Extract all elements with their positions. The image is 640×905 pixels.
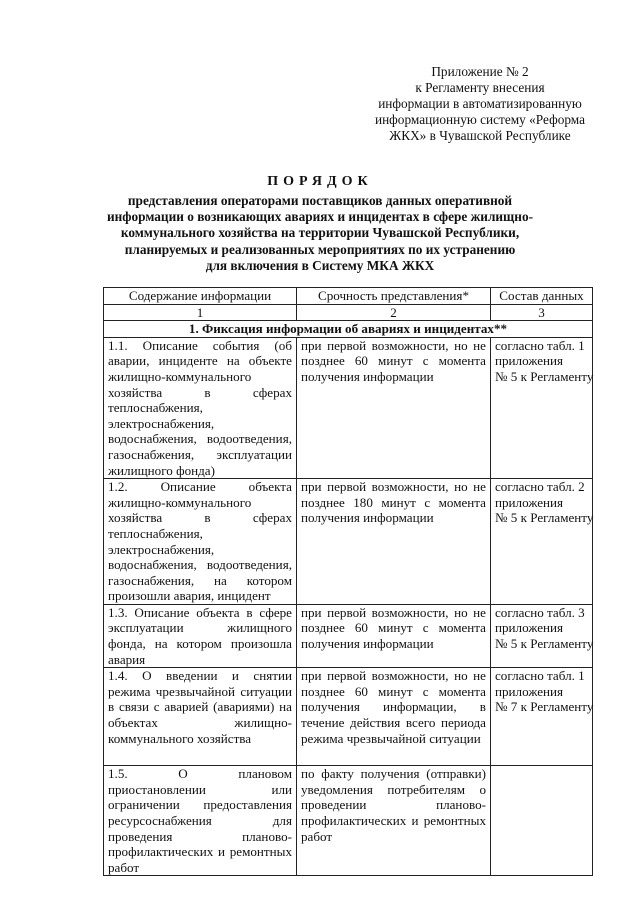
data-line: приложения: [495, 494, 564, 510]
column-number: 1: [104, 304, 297, 321]
data-line: согласно табл. 1: [495, 668, 585, 684]
urgency-cell: по факту получения (отправки) уведомления потребителям о проведении планово-профилактических и ремонтных работ: [297, 766, 491, 876]
urgency-cell: при первой возможности, но не позднее 60 минут с момента получения информации, в течение действия всего периода режима чрезвычайной ситуации: [297, 668, 491, 766]
column-header: Срочность представления*: [297, 288, 491, 305]
content-cell: 1.1. Описание события (об аварии, инциденте на объекте жилищно-коммунального хозяйства в сферах теплоснабжения, электроснабжения, водоснабжения, водоотведения, газоснабжения, эксплуатации жилищного фонда): [104, 337, 297, 478]
column-number-row: [104, 304, 593, 321]
data-line: согласно табл. 1: [495, 337, 585, 353]
subtitle-line: планируемых и реализованных мероприятиях по их устранению: [124, 241, 516, 257]
section-header-row: [104, 321, 593, 338]
urgency-cell: при первой возможности, но не позднее 60 минут с момента получения информации: [297, 604, 491, 667]
data-line: № 5 к Регламенту: [495, 510, 594, 526]
table-header-row: [104, 288, 593, 305]
document-title: ПОРЯДОК: [267, 174, 373, 189]
data-line: приложения: [495, 620, 564, 636]
data-cell: [491, 337, 593, 478]
column-header: Состав данных: [491, 288, 593, 305]
data-line: № 5 к Регламенту: [495, 636, 594, 652]
section-title: 1. Фиксация информации об авариях и инцидентах**: [104, 321, 593, 338]
subtitle-line: для включения в Систему МКА ЖКХ: [205, 257, 435, 273]
table-row: [104, 766, 593, 876]
data-cell: [491, 668, 593, 766]
data-line: № 7 к Регламенту: [495, 699, 594, 715]
urgency-cell: при первой возможности, но не позднее 180 минут с момента получения информации: [297, 479, 491, 605]
content-cell: 1.4. О введении и снятии режима чрезвычайной ситуации в связи с аварией (авариями) на объектах жилищно-коммунального хозяйства: [104, 668, 297, 766]
content-cell: 1.5. О плановом приостановлении или ограничении предоставления ресурсоснабжения для проведения планово-профилактических и ремонтных работ: [104, 766, 297, 876]
data-line: № 5 к Регламенту: [495, 368, 594, 384]
data-line: приложения: [495, 683, 564, 699]
data-cell: [491, 479, 593, 605]
subtitle-line: коммунального хозяйства на территории Чувашской Республики,: [120, 225, 520, 241]
data-line: приложения: [495, 353, 564, 369]
table-row: [104, 604, 593, 667]
column-number: 3: [491, 304, 593, 321]
content-cell: 1.3. Описание объекта в сфере эксплуатации жилищного фонда, на котором произошла авария: [104, 604, 297, 667]
appendix-line: информации в автоматизированную: [378, 96, 582, 112]
data-line: согласно табл. 2: [495, 479, 585, 495]
table-row: [104, 668, 593, 766]
column-number: 2: [297, 304, 491, 321]
data-line: согласно табл. 3: [495, 604, 585, 620]
appendix-note: [362, 64, 598, 144]
content-cell: 1.2. Описание объекта жилищно-коммунального хозяйства в сферах теплоснабжения, электроснабжения, водоснабжения, водоотведения, газоснабжения, на котором произошли авария, инцидент: [104, 479, 297, 605]
appendix-line: Приложение № 2: [431, 64, 529, 79]
procedure-table: [103, 287, 593, 876]
subtitle-line: представления операторами поставщиков данных оперативной: [127, 193, 513, 208]
appendix-line: ЖКХ» в Чувашской Республике: [389, 128, 571, 144]
document-subtitle: [40, 193, 600, 274]
data-cell: [491, 766, 593, 876]
appendix-line: информационную систему «Реформа: [374, 112, 586, 128]
table-row: [104, 479, 593, 605]
appendix-line: к Регламенту внесения: [415, 80, 545, 96]
table-row: [104, 337, 593, 478]
subtitle-line: информации о возникающих авариях и инцидентах в сфере жилищно-: [106, 209, 534, 225]
column-header: Содержание информации: [104, 288, 297, 305]
data-cell: [491, 604, 593, 667]
urgency-cell: при первой возможности, но не позднее 60 минут с момента получения информации: [297, 337, 491, 478]
